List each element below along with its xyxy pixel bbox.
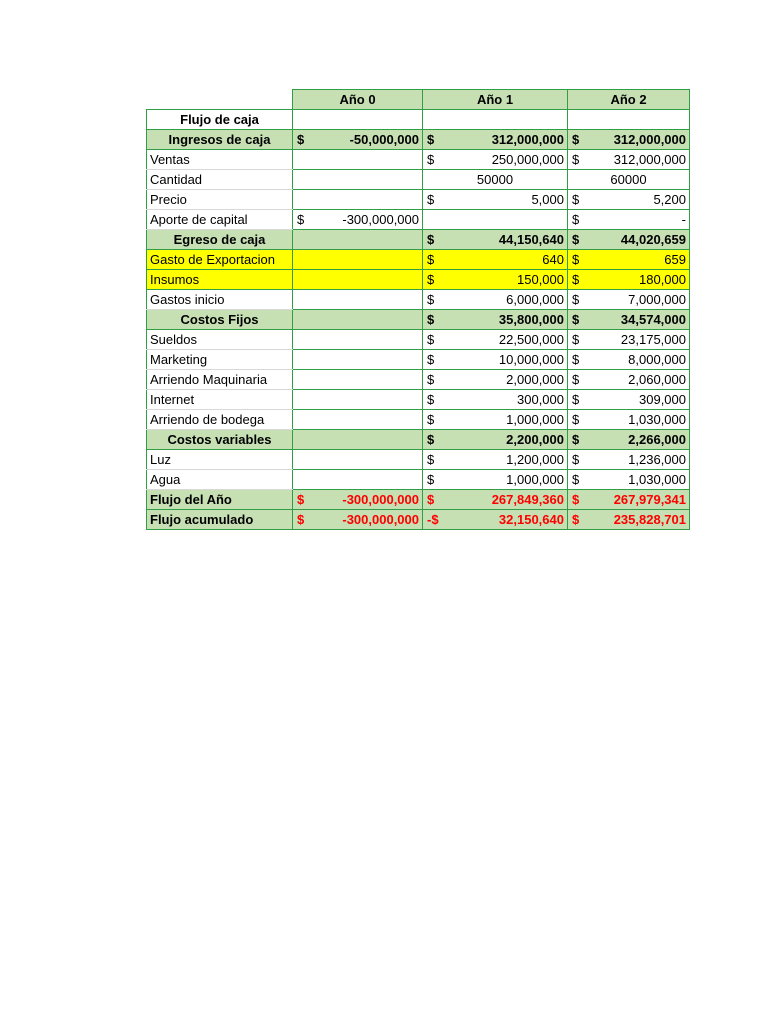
money-value — [571, 370, 686, 389]
row-luz — [147, 450, 690, 470]
money-value — [296, 130, 419, 149]
row-label[interactable]: Arriendo de bodega — [147, 410, 293, 430]
cell-year-2[interactable] — [568, 170, 690, 190]
currency-symbol: $ — [297, 132, 305, 147]
cell-year-1[interactable] — [423, 290, 568, 310]
cell-year-0[interactable] — [293, 410, 423, 430]
cell-year-1[interactable] — [423, 490, 568, 510]
cash-flow-table — [146, 89, 690, 530]
money-value — [571, 230, 686, 249]
currency-symbol: $ — [427, 152, 435, 167]
cell-year-0[interactable] — [293, 490, 423, 510]
amount: 2,000,000 — [506, 372, 564, 387]
cell-year-0[interactable] — [293, 210, 423, 230]
row-label[interactable]: Luz — [147, 450, 293, 470]
cell-year-2[interactable] — [568, 310, 690, 330]
amount: -50,000,000 — [349, 132, 419, 147]
row-label[interactable]: Flujo acumulado — [147, 510, 293, 530]
currency-symbol: $ — [572, 272, 580, 287]
row-label[interactable]: Sueldos — [147, 330, 293, 350]
cell-year-0[interactable] — [293, 510, 423, 530]
money-value — [571, 450, 686, 469]
amount: 267,849,360 — [491, 492, 564, 507]
currency-symbol: $ — [572, 292, 580, 307]
cell-year-2[interactable] — [568, 490, 690, 510]
money-value — [571, 350, 686, 369]
money-value — [571, 470, 686, 489]
money-value — [426, 330, 564, 349]
amount: 150,000 — [517, 272, 564, 287]
money-value — [426, 430, 564, 449]
cell-year-0[interactable] — [293, 150, 423, 170]
cell-year-2[interactable] — [568, 270, 690, 290]
money-value — [571, 490, 686, 509]
money-value — [426, 150, 564, 169]
amount: 312,000,000 — [613, 152, 686, 167]
row-label[interactable]: Egreso de caja — [147, 230, 293, 250]
header-row — [147, 90, 690, 110]
row-label[interactable]: Internet — [147, 390, 293, 410]
amount: 44,150,640 — [498, 232, 564, 247]
money-value — [296, 490, 419, 509]
currency-symbol: $ — [427, 472, 435, 487]
cell-year-1[interactable] — [423, 370, 568, 390]
row-egreso-de-caja — [147, 230, 690, 250]
money-value — [426, 310, 564, 329]
amount: 180,000 — [639, 272, 686, 287]
currency-symbol: $ — [427, 252, 435, 267]
cell-year-1[interactable] — [423, 430, 568, 450]
money-value — [571, 190, 686, 209]
cell-year-1[interactable] — [423, 230, 568, 250]
row-label[interactable]: Costos Fijos — [147, 310, 293, 330]
money-value — [571, 290, 686, 309]
currency-symbol: $ — [427, 352, 435, 367]
money-value — [571, 210, 686, 229]
header-year-1[interactable]: Año 1 — [423, 90, 568, 110]
amount: 640 — [542, 252, 564, 267]
money-value — [571, 510, 686, 529]
amount: 659 — [664, 252, 686, 267]
amount: -300,000,000 — [342, 212, 419, 227]
money-value — [571, 430, 686, 449]
money-value — [571, 330, 686, 349]
row-ventas — [147, 150, 690, 170]
cell-year-0[interactable] — [293, 450, 423, 470]
amount: 2,200,000 — [506, 432, 564, 447]
cell-year-2[interactable] — [568, 430, 690, 450]
row-insumos — [147, 270, 690, 290]
currency-symbol: $ — [572, 312, 580, 327]
row-label[interactable]: Aporte de capital — [147, 210, 293, 230]
row-label[interactable]: Gastos inicio — [147, 290, 293, 310]
currency-symbol: $ — [427, 452, 435, 467]
row-costos-fijos — [147, 310, 690, 330]
amount: 1,000,000 — [506, 472, 564, 487]
money-value — [571, 250, 686, 269]
row-arriendo-maquinaria — [147, 370, 690, 390]
amount: 1,200,000 — [506, 452, 564, 467]
row-label[interactable]: Insumos — [147, 270, 293, 290]
cell-year-1[interactable] — [423, 450, 568, 470]
row-cantidad — [147, 170, 690, 190]
amount: 250,000,000 — [491, 152, 564, 167]
cell-year-0[interactable] — [293, 370, 423, 390]
currency-symbol: $ — [427, 432, 435, 447]
row-sueldos — [147, 330, 690, 350]
money-value — [426, 230, 564, 249]
row-label[interactable]: Ventas — [147, 150, 293, 170]
row-label[interactable]: Cantidad — [147, 170, 293, 190]
cell-year-1[interactable] — [423, 150, 568, 170]
cell-year-1[interactable] — [423, 190, 568, 210]
money-value — [571, 130, 686, 149]
money-value — [571, 270, 686, 289]
row-flujo-del-ano — [147, 490, 690, 510]
amount: 44,020,659 — [620, 232, 686, 247]
money-value — [426, 290, 564, 309]
currency-symbol: $ — [427, 332, 435, 347]
cell-year-2[interactable] — [568, 190, 690, 210]
money-value — [426, 390, 564, 409]
currency-symbol: $ — [427, 392, 435, 407]
row-aporte-de-capital — [147, 210, 690, 230]
amount: 35,800,000 — [498, 312, 564, 327]
currency-symbol: $ — [572, 512, 580, 527]
money-value — [571, 390, 686, 409]
cell-year-1[interactable] — [423, 410, 568, 430]
cell-year-2[interactable] — [568, 290, 690, 310]
amount: 7,000,000 — [628, 292, 686, 307]
money-value — [571, 150, 686, 169]
cell-year-0[interactable] — [293, 250, 423, 270]
row-label[interactable]: Agua — [147, 470, 293, 490]
currency-symbol: $ — [572, 192, 580, 207]
cell-year-2[interactable] — [568, 150, 690, 170]
cell-year-1[interactable] — [423, 510, 568, 530]
currency-symbol: $ — [572, 432, 580, 447]
cell-year-1[interactable] — [423, 350, 568, 370]
currency-symbol: $ — [427, 412, 435, 427]
currency-symbol: $ — [572, 352, 580, 367]
cell-year-2[interactable] — [568, 330, 690, 350]
amount: 2,266,000 — [628, 432, 686, 447]
amount: 1,030,000 — [628, 472, 686, 487]
amount: 8,000,000 — [628, 352, 686, 367]
row-costos-variables — [147, 430, 690, 450]
row-label[interactable]: Gasto de Exportacion — [147, 250, 293, 270]
money-value — [426, 130, 564, 149]
amount: 1,236,000 — [628, 452, 686, 467]
cell-year-2[interactable] — [568, 350, 690, 370]
row-label[interactable]: Marketing — [147, 350, 293, 370]
cell-year-0[interactable] — [293, 170, 423, 190]
cell-year-0[interactable] — [293, 470, 423, 490]
currency-symbol: -$ — [427, 512, 439, 527]
amount: 32,150,640 — [498, 512, 564, 527]
money-value — [426, 270, 564, 289]
cell-year-2[interactable] — [568, 450, 690, 470]
money-value — [571, 310, 686, 329]
cell-year-1[interactable] — [423, 330, 568, 350]
cell-year-1[interactable] — [423, 390, 568, 410]
currency-symbol: $ — [427, 312, 435, 327]
currency-symbol: $ — [572, 152, 580, 167]
plain-value: 50000 — [476, 172, 514, 187]
money-value — [426, 450, 564, 469]
row-label[interactable]: Ingresos de caja — [147, 130, 293, 150]
cell-year-1[interactable] — [423, 470, 568, 490]
amount: -300,000,000 — [342, 512, 419, 527]
row-label[interactable]: Costos variables — [147, 430, 293, 450]
money-value — [426, 410, 564, 429]
amount: 312,000,000 — [613, 132, 686, 147]
cell-year-2[interactable] — [568, 370, 690, 390]
cell-year-2[interactable] — [568, 390, 690, 410]
currency-symbol: $ — [572, 332, 580, 347]
currency-symbol: $ — [572, 472, 580, 487]
amount: 1,000,000 — [506, 412, 564, 427]
money-value — [426, 370, 564, 389]
cell-year-2[interactable] — [568, 210, 690, 230]
amount: 2,060,000 — [628, 372, 686, 387]
currency-symbol: $ — [572, 132, 580, 147]
money-value — [426, 510, 564, 529]
cell-year-0[interactable] — [293, 290, 423, 310]
cell-year-0[interactable] — [293, 270, 423, 290]
money-value — [296, 510, 419, 529]
header-corner[interactable] — [147, 90, 293, 110]
cell-year-0[interactable] — [293, 130, 423, 150]
amount: 23,175,000 — [620, 332, 686, 347]
cell-year-0[interactable] — [293, 230, 423, 250]
amount: 300,000 — [517, 392, 564, 407]
cell-year-2[interactable] — [568, 110, 690, 130]
money-value — [426, 350, 564, 369]
cell-year-0[interactable] — [293, 110, 423, 130]
row-label[interactable]: Flujo de caja — [147, 110, 293, 130]
plain-value: 60000 — [610, 172, 647, 187]
row-flujo-acumulado — [147, 510, 690, 530]
amount: - — [681, 212, 686, 227]
currency-symbol: $ — [572, 492, 580, 507]
amount: -300,000,000 — [342, 492, 419, 507]
amount: 5,200 — [653, 192, 686, 207]
currency-symbol: $ — [427, 192, 435, 207]
row-gastos-inicio — [147, 290, 690, 310]
currency-symbol: $ — [572, 252, 580, 267]
currency-symbol: $ — [297, 492, 305, 507]
amount: 34,574,000 — [620, 312, 686, 327]
row-agua — [147, 470, 690, 490]
money-value — [571, 410, 686, 429]
row-internet — [147, 390, 690, 410]
currency-symbol: $ — [572, 212, 580, 227]
currency-symbol: $ — [427, 132, 435, 147]
row-label[interactable]: Flujo del Año — [147, 490, 293, 510]
money-value — [296, 210, 419, 229]
money-value — [426, 190, 564, 209]
cell-year-0[interactable] — [293, 430, 423, 450]
row-arriendo-de-bodega — [147, 410, 690, 430]
currency-symbol: $ — [572, 372, 580, 387]
currency-symbol: $ — [427, 372, 435, 387]
cell-year-2[interactable] — [568, 410, 690, 430]
cell-year-1[interactable] — [423, 170, 568, 190]
amount: 1,030,000 — [628, 412, 686, 427]
currency-symbol: $ — [572, 392, 580, 407]
currency-symbol: $ — [572, 412, 580, 427]
amount: 309,000 — [639, 392, 686, 407]
amount: 10,000,000 — [498, 352, 564, 367]
cell-year-0[interactable] — [293, 310, 423, 330]
amount: 5,000 — [531, 192, 564, 207]
row-precio — [147, 190, 690, 210]
cell-year-2[interactable] — [568, 230, 690, 250]
header-year-0[interactable]: Año 0 — [293, 90, 423, 110]
currency-symbol: $ — [427, 292, 435, 307]
currency-symbol: $ — [297, 512, 305, 527]
currency-symbol: $ — [297, 212, 305, 227]
row-flujo-de-caja — [147, 110, 690, 130]
amount: 6,000,000 — [506, 292, 564, 307]
amount: 312,000,000 — [491, 132, 564, 147]
cell-year-0[interactable] — [293, 350, 423, 370]
cell-year-1[interactable] — [423, 130, 568, 150]
cell-year-1[interactable] — [423, 310, 568, 330]
header-year-2[interactable]: Año 2 — [568, 90, 690, 110]
row-ingresos-de-caja — [147, 130, 690, 150]
cell-year-0[interactable] — [293, 330, 423, 350]
spreadsheet — [146, 89, 690, 530]
amount: 235,828,701 — [613, 512, 686, 527]
currency-symbol: $ — [427, 272, 435, 287]
cell-year-0[interactable] — [293, 190, 423, 210]
cell-year-1[interactable] — [423, 110, 568, 130]
currency-symbol: $ — [427, 232, 435, 247]
money-value — [426, 250, 564, 269]
row-label[interactable]: Precio — [147, 190, 293, 210]
row-label[interactable]: Arriendo Maquinaria — [147, 370, 293, 390]
cell-year-1[interactable] — [423, 210, 568, 230]
cell-year-1[interactable] — [423, 270, 568, 290]
cell-year-0[interactable] — [293, 390, 423, 410]
cell-year-2[interactable] — [568, 130, 690, 150]
cell-year-2[interactable] — [568, 470, 690, 490]
money-value — [426, 490, 564, 509]
cell-year-1[interactable] — [423, 250, 568, 270]
currency-symbol: $ — [572, 232, 580, 247]
currency-symbol: $ — [572, 452, 580, 467]
money-value — [426, 470, 564, 489]
amount: 22,500,000 — [498, 332, 564, 347]
row-gasto-de-exportacion — [147, 250, 690, 270]
row-marketing — [147, 350, 690, 370]
amount: 267,979,341 — [613, 492, 686, 507]
cell-year-2[interactable] — [568, 510, 690, 530]
cell-year-2[interactable] — [568, 250, 690, 270]
currency-symbol: $ — [427, 492, 435, 507]
